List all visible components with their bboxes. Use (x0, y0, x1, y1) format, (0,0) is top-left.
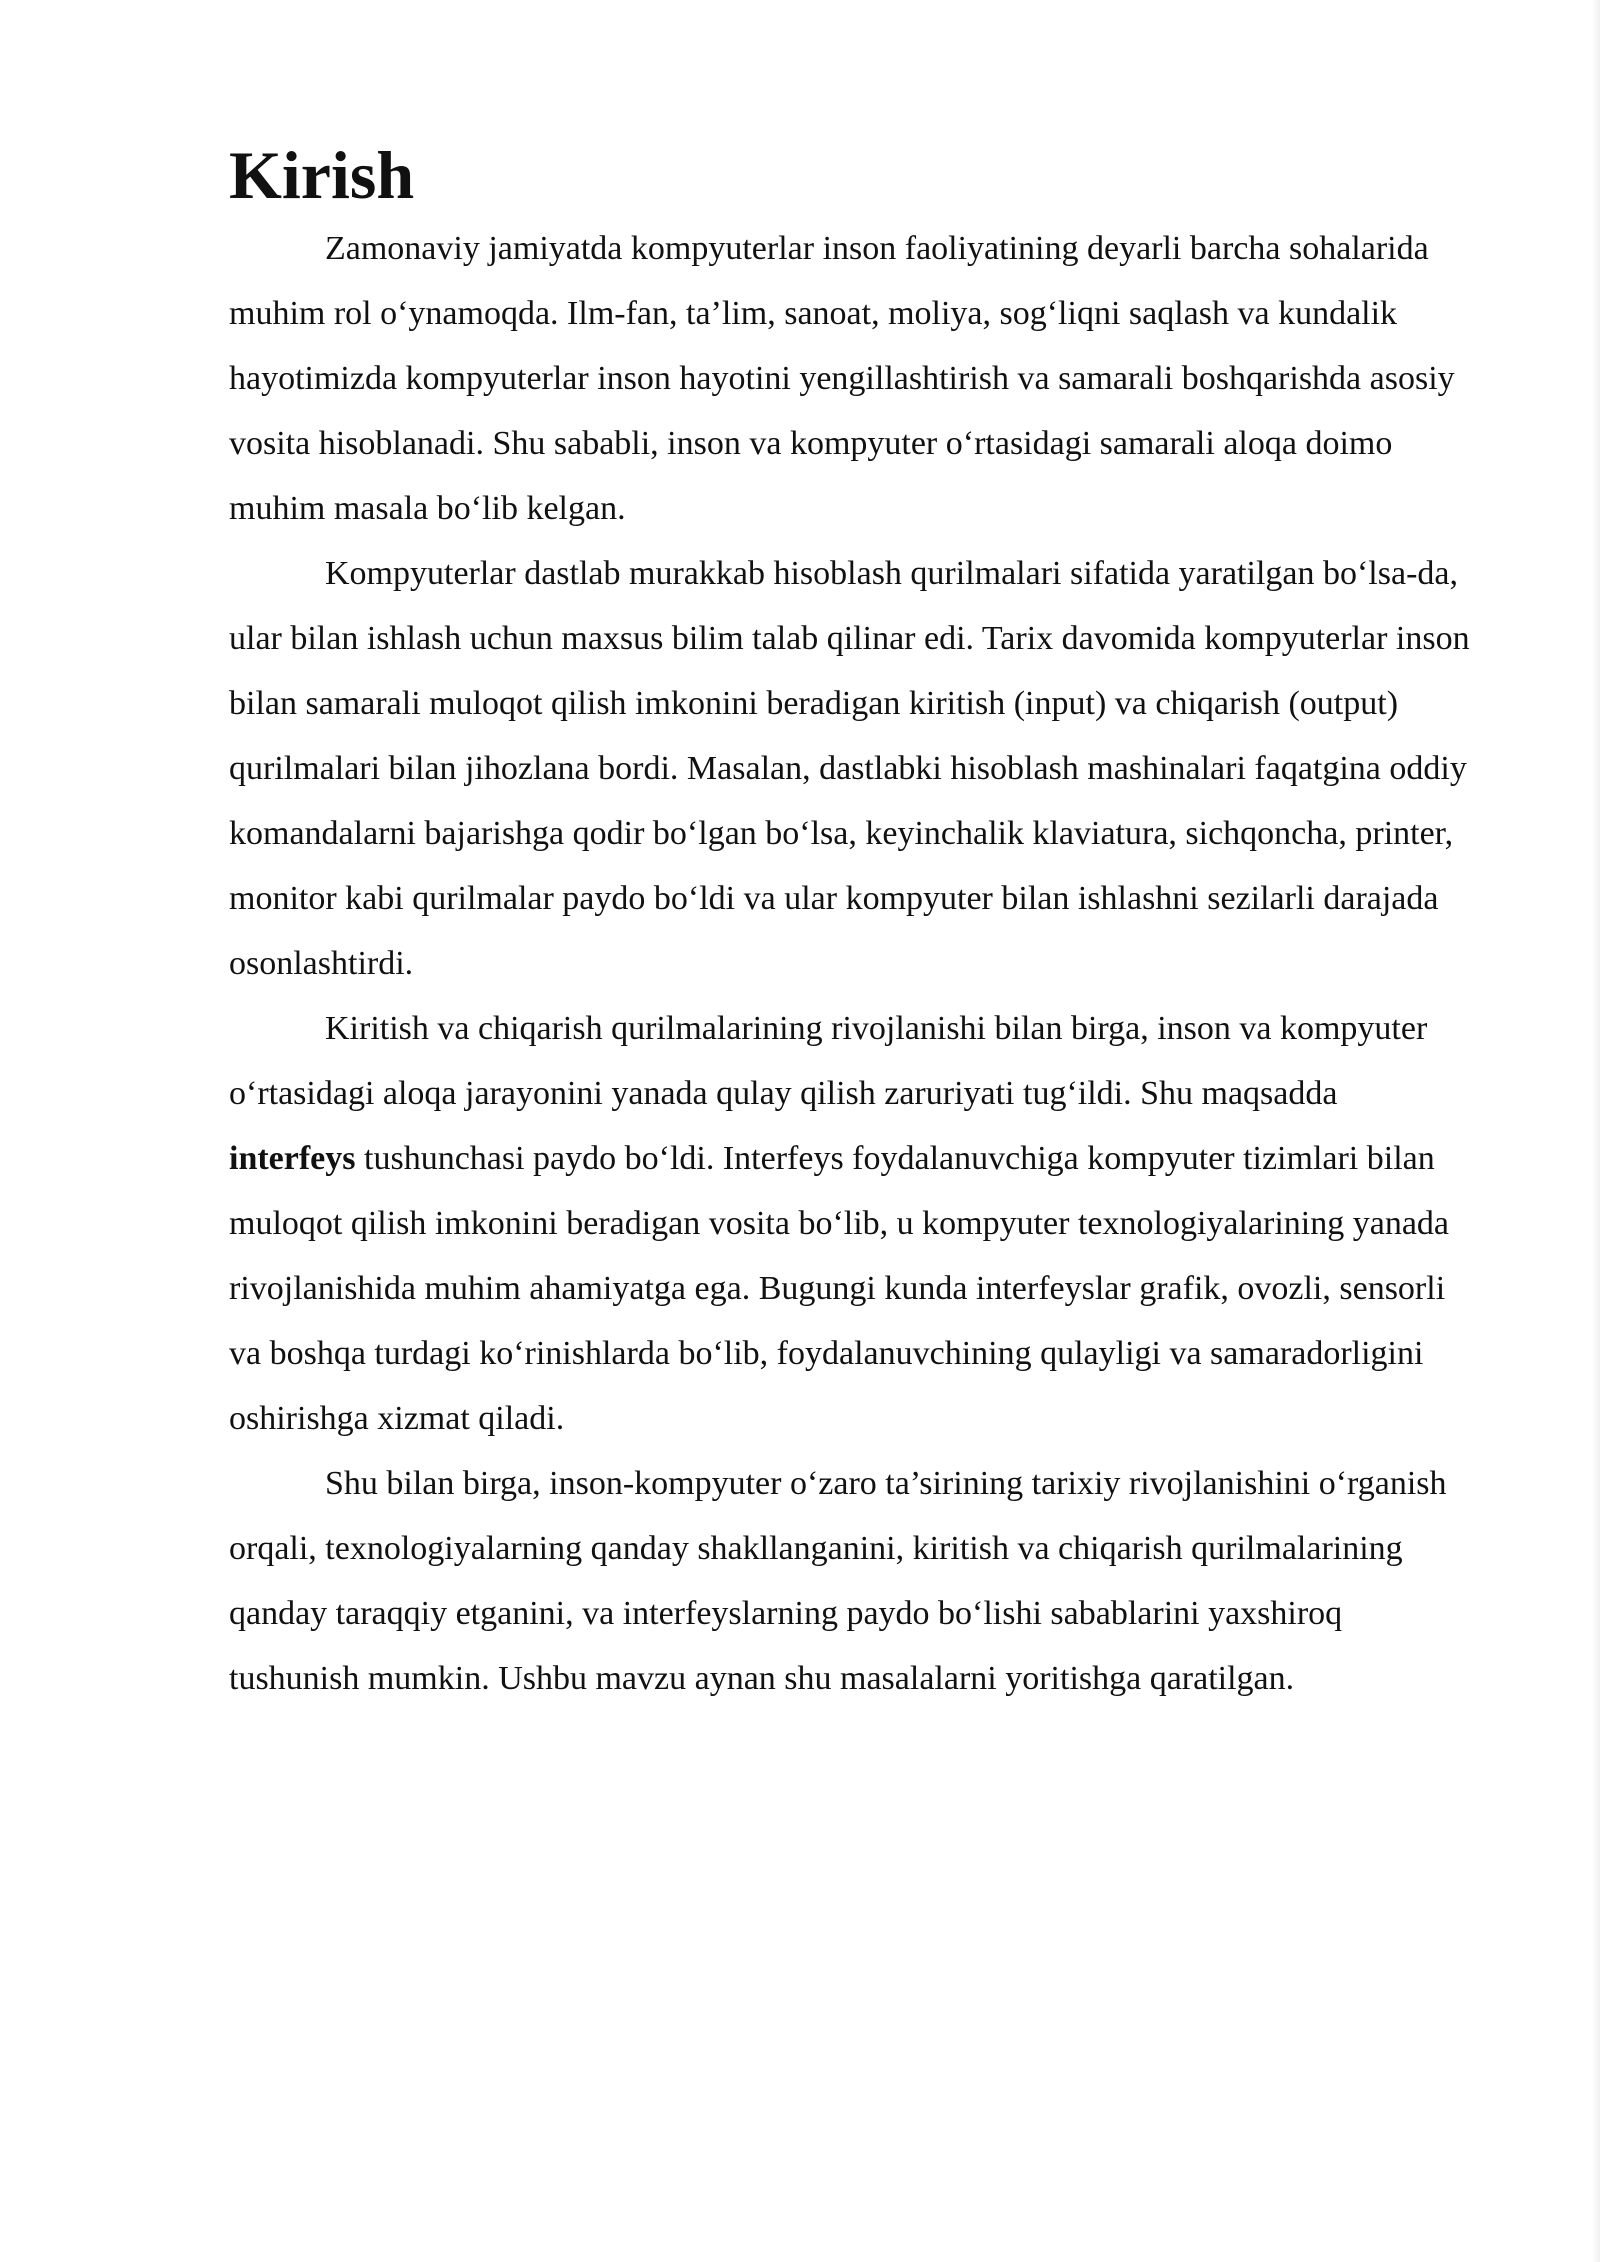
paragraph: Kompyuterlar dastlab murakkab hisoblash qurilmalari sifatida yaratilgan bo‘lsa-da, ular bilan ishlash uchun maxsus bilim talab qilinar edi. Tarix davomida kompyuterlar inson bilan samarali muloqot qilish imkonini beradigan kiritish (input) va chiqarish (output) qurilmalari bilan jihozlana bordi. Masalan, dastlabki hisoblash mashinalari faqatgina oddiy komandalarni bajarishga qodir bo‘lgan bo‘lsa, keyinchalik klaviatura, sichqoncha, printer, monitor kabi qurilmalar paydo bo‘ldi va ular kompyuter bilan ishlashni sezilarli darajada osonlashtirdi. (229, 555, 1470, 982)
paragraph (229, 996, 1471, 1451)
bold-term: interfeys (229, 1140, 356, 1177)
section-heading: Kirish (229, 137, 415, 213)
paragraph: Zamonaviy jamiyatda kompyuterlar inson faoliyatining deyarli barcha sohalarida muhim rol o‘ynamoqda. Ilm-fan, ta’lim, sanoat, moliya, sog‘liqni saqlash va kundalik hayotimizda kompyuterlar inson hayotini yengillashtirish va samarali boshqarishda asosiy vosita hisoblanadi. Shu sababli, inson va kompyuter o‘rtasidagi samarali aloqa doimo muhim masala bo‘lib kelgan. (229, 230, 1455, 527)
paragraph-text: tushunchasi paydo bo‘ldi. Interfeys foydalanuvchiga kompyuter tizimlari bilan muloqot qilish imkonini beradigan vosita bo‘lib, u kompyuter texnologiyalarining yanada rivojlanishida muhim ahamiyatga ega. Bugungi kunda interfeyslar grafik, ovozli, sensorli va boshqa turdagi ko‘rinishlarda bo‘lib, foydalanuvchining qulayligi va samaradorligini oshirishga xizmat qiladi. (229, 1140, 1450, 1437)
paragraph: Shu bilan birga, inson-kompyuter o‘zaro ta’sirining tarixiy rivojlanishini o‘rganish orqali, texnologiyalarning qanday shakllanganini, kiritish va chiqarish qurilmalarining qanday taraqqiy etganini, va interfeyslarning paydo bo‘lishi sabablarini yaxshiroq tushunish mumkin. Ushbu mavzu aynan shu masalalarni yoritishga qaratilgan. (229, 1465, 1447, 1697)
document-body (229, 137, 1471, 1711)
paragraph-text: Kiritish va chiqarish qurilmalarining rivojlanishi bilan birga, inson va kompyuter o‘rtasidagi aloqa jarayonini yanada qulay qilish zaruriyati tug‘ildi. Shu maqsadda (229, 1010, 1428, 1112)
page-edge (1592, 0, 1600, 2262)
